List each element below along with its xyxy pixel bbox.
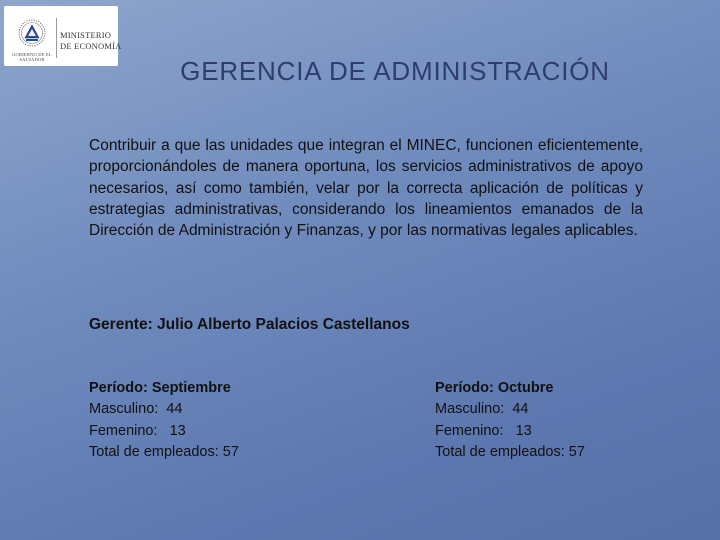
total-employees: Total de empleados: 57 bbox=[435, 443, 585, 460]
coat-of-arms-icon bbox=[14, 17, 50, 49]
male-count: Masculino: 44 bbox=[435, 401, 529, 418]
ministry-name-line2: DE ECONOMÍA bbox=[60, 41, 122, 51]
ministry-name bbox=[60, 30, 120, 52]
ministry-name-line1: MINISTERIO bbox=[60, 30, 112, 40]
mission-statement: Contribuir a que las unidades que integran el MINEC, funcionen eficientemente, proporcionándoles de manera oportuna, los servicios administrativos de apoyo necesarios, así como también, velar por la correcta aplicación de políticas y estrategias administrativas, considerando los lineamientos emanados de la Dirección de Administración y Finanzas, y por las normativas legales aplicables. bbox=[89, 137, 643, 240]
manager-line: Gerente: Julio Alberto Palacios Castellanos bbox=[89, 316, 410, 333]
female-count: Femenino: 13 bbox=[89, 422, 186, 439]
male-count: Masculino: 44 bbox=[89, 401, 183, 418]
period-stats-september bbox=[89, 378, 239, 463]
period-label: Período: Septiembre bbox=[89, 380, 231, 396]
government-caption: GOBIERNO DE EL SALVADOR bbox=[12, 52, 52, 62]
period-stats-october bbox=[435, 378, 585, 463]
female-count: Femenino: 13 bbox=[435, 422, 532, 439]
logo-divider bbox=[56, 18, 57, 58]
total-employees: Total de empleados: 57 bbox=[89, 443, 239, 460]
page-title: GERENCIA DE ADMINISTRACIÓN bbox=[180, 56, 610, 86]
period-label: Período: Octubre bbox=[435, 380, 554, 396]
